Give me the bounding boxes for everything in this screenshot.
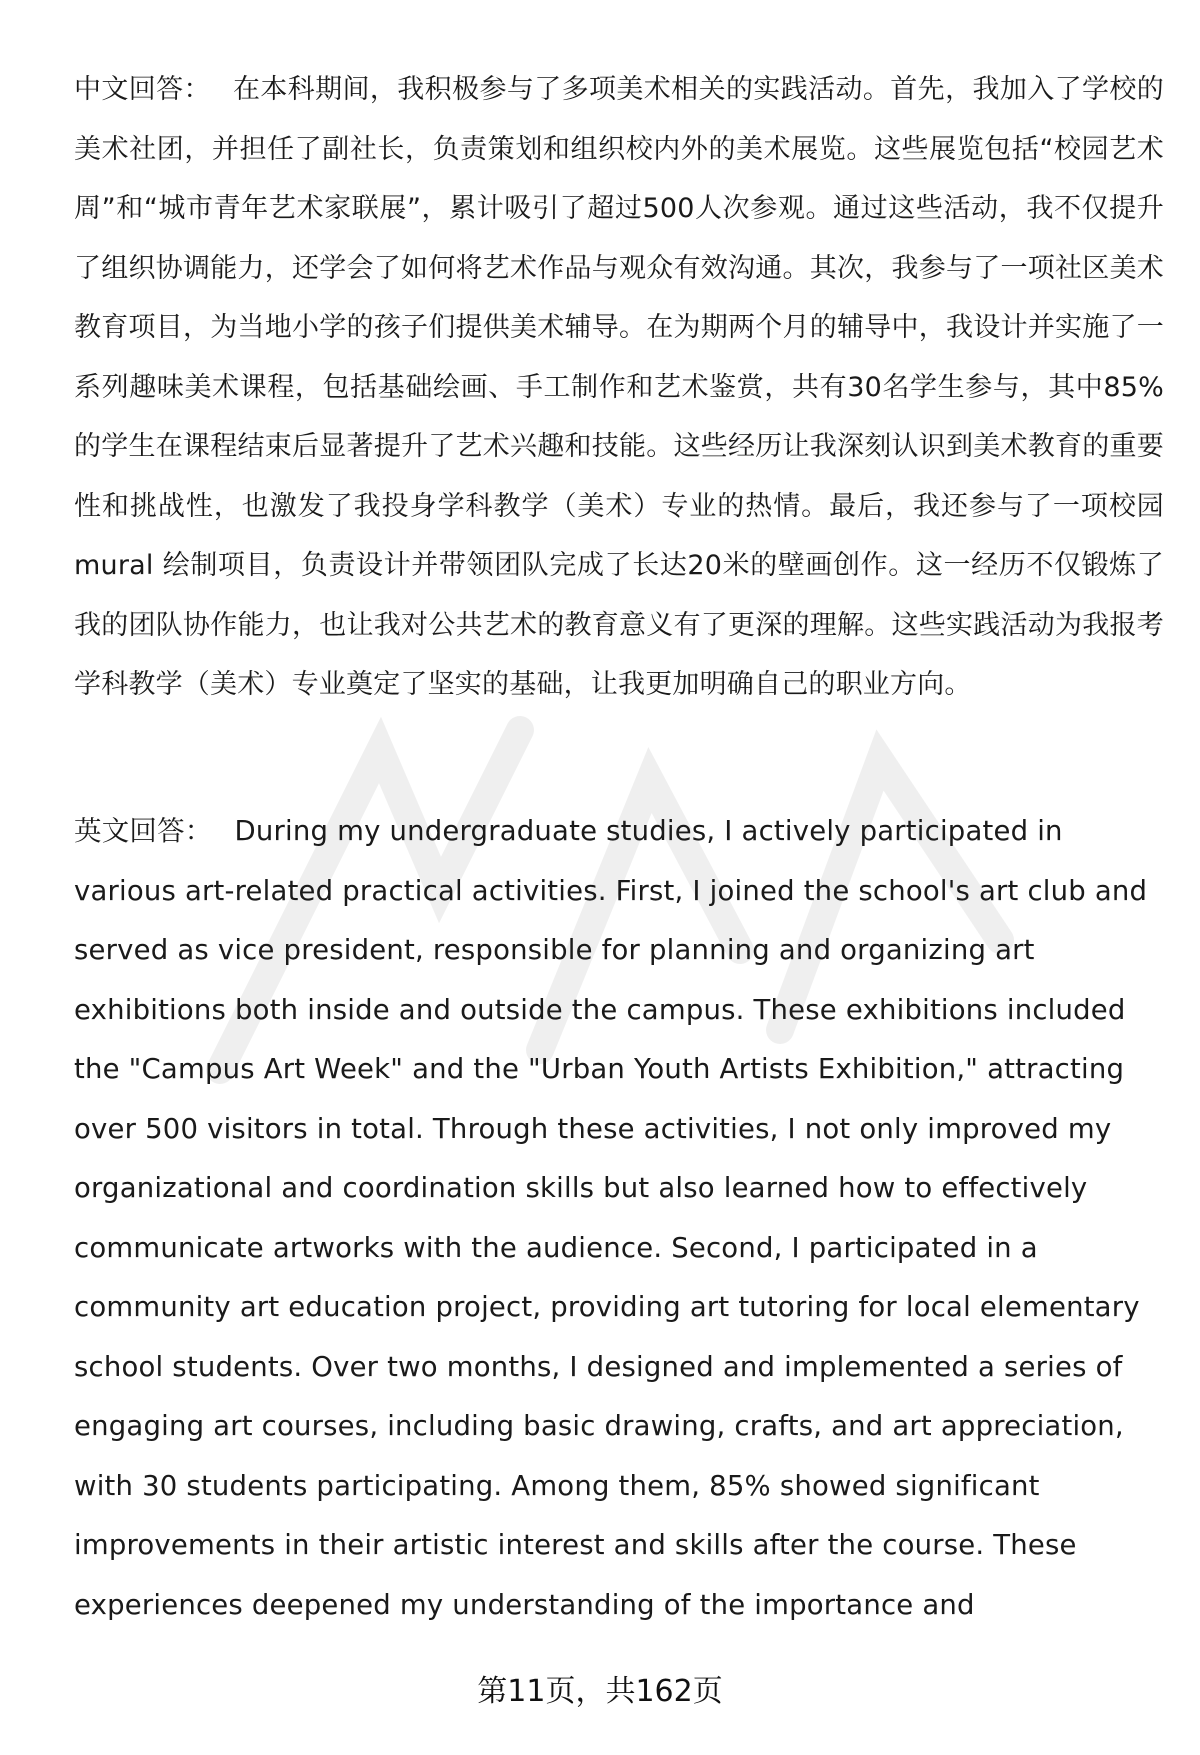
english-answer-paragraph: [74, 802, 1164, 1635]
english-answer-label: 英文回答：: [74, 815, 213, 847]
chinese-answer-text: 在本科期间，我积极参与了多项美术相关的实践活动。首先，我加入了学校的美术社团，并担任了副社长，负责策划和组织校内外的美术展览。这些展览包括“校园艺术周”和“城市青年艺术家联展”，累计吸引了超过500人次参观。通过这些活动，我不仅提升了组织协调能力，还学会了如何将艺术作品与观众有效沟通。其次，我参与了一项社区美术教育项目，为当地小学的孩子们提供美术辅导。在为期两个月的辅导中，我设计并实施了一系列趣味美术课程，包括基础绘画、手工制作和艺术鉴赏，共有30名学生参与，其中85%的学生在课程结束后显著提升了艺术兴趣和技能。这些经历让我深刻认识到美术教育的重要性和挑战性，也激发了我投身学科教学（美术）专业的热情。最后，我还参与了一项校园 mural 绘制项目，负责设计并带领团队完成了长达20米的壁画创作。这一经历不仅锻炼了我的团队协作能力，也让我对公共艺术的教育意义有了更深的理解。这些实践活动为我报考学科教学（美术）专业奠定了坚实的基础，让我更加明确自己的职业方向。: [74, 74, 1164, 700]
chinese-answer-label: 中文回答：: [74, 74, 211, 105]
page-number-footer: 第11页，共162页: [477, 1674, 723, 1709]
english-answer-text: During my undergraduate studies, I actively participated in various art-related practical activities. First, I joined the school's art club and served as vice president, responsible for planning and organizing art exhibitions both inside and outside the campus. These exhibitions included the "Campus Art Week" and the "Urban Youth Artists Exhibition," attracting over 500 visitors in total. Through these activities, I not only improved my organizational and coordination skills but also learned how to effectively communicate artworks with the audience. Second, I participated in a community art education project, providing art tutoring for local elementary school students. Over two months, I designed and implemented a series of engaging art courses, including basic drawing, crafts, and art appreciation, with 30 students participating. Among them, 85% showed significant improvements in their artistic interest and skills after the course. These experiences deepened my understanding of the importance and: [74, 815, 1148, 1621]
chinese-answer-paragraph: [74, 60, 1164, 715]
